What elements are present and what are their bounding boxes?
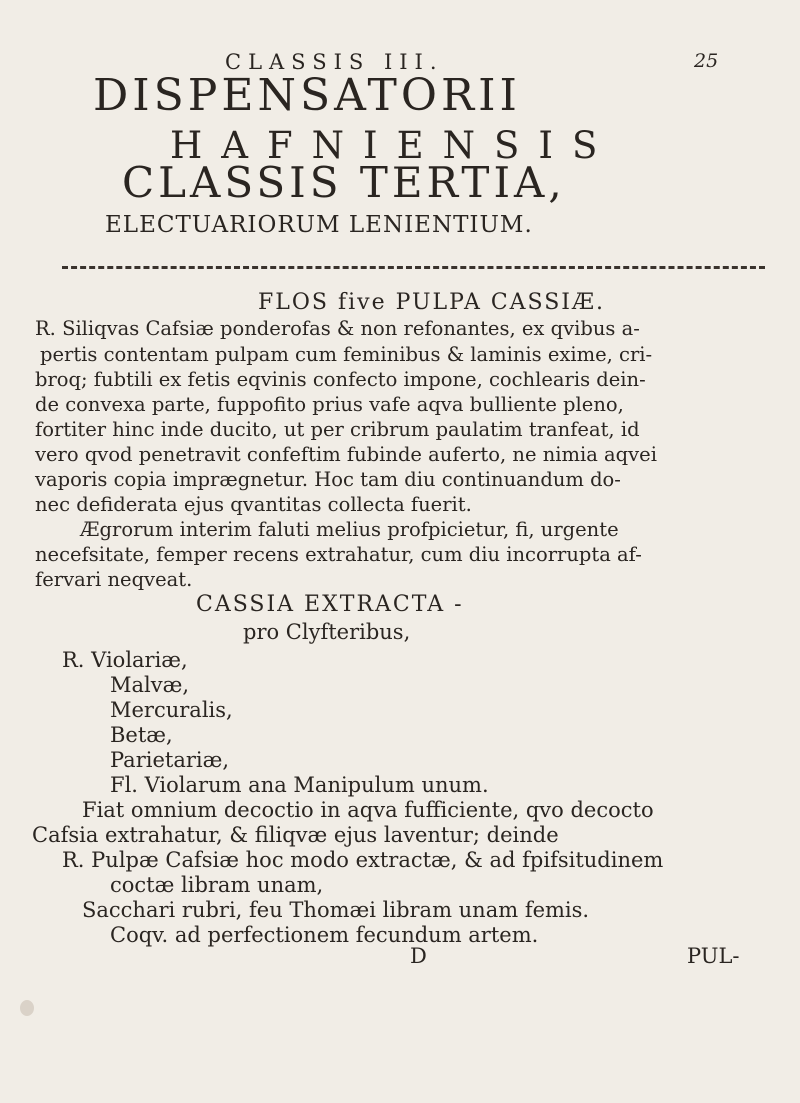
list-item: Betæ, — [110, 723, 173, 747]
text-line: Ægrorum interim faluti melius profpicietur, fi, urgente — [80, 518, 619, 541]
ornamental-rule — [62, 266, 765, 269]
title-line-1: DISPENSATORII — [93, 70, 521, 121]
page-number: 25 — [694, 50, 719, 72]
text-line: de convexa parte, fuppofito prius vafe aqva bulliente pleno, — [35, 393, 624, 416]
text-line: R. Siliqvas Cafsiæ ponderofas & non refonantes, ex qvibus a- — [35, 317, 640, 340]
text-line: fortiter hinc inde ducito, ut per cribrum paulatim tranfeat, id — [35, 418, 640, 441]
text-line: Sacchari rubri, feu Thomæi libram unam femis. — [82, 898, 590, 922]
catchword: PUL- — [687, 944, 740, 968]
list-item: Fl. Violarum ana Manipulum unum. — [110, 773, 489, 797]
running-title: CLASSIS III. — [225, 50, 444, 74]
text-line: fervari neqveat. — [35, 568, 193, 591]
text-line: Fiat omnium decoctio in aqva fufficiente, qvo decocto — [82, 798, 654, 822]
list-item: Parietariæ, — [110, 748, 230, 772]
section-subheading: pro Clyfteribus, — [243, 620, 411, 644]
text-line: vero qvod penetravit confeftim fubinde auferto, ne nimia aqvei — [35, 443, 657, 466]
text-line: R. Pulpæ Cafsiæ hoc modo extractæ, & ad fpifsitudinem — [62, 848, 664, 872]
text-line: necefsitate, femper recens extrahatur, cum diu incorrupta af- — [35, 543, 642, 566]
ink-smudge — [20, 1000, 34, 1016]
text-line: Cafsia extrahatur, & filiqvæ ejus laventur; deinde — [32, 823, 559, 847]
text-line: Coqv. ad perfectionem fecundum artem. — [110, 923, 539, 947]
text-line: nec defiderata ejus qvantitas collecta fuerit. — [35, 493, 472, 516]
text-line: coctæ libram unam, — [110, 873, 324, 897]
text-line: vaporis copia imprægnetur. Hoc tam diu continuandum do- — [35, 468, 621, 491]
list-item: R. Violariæ, — [62, 648, 188, 672]
section-heading-cassia: CASSIA EXTRACTA - — [196, 592, 464, 617]
text-line: broq; fubtili ex fetis eqvinis confecto impone, cochlearis dein- — [35, 368, 646, 391]
signature-mark: D — [410, 944, 427, 968]
list-item: Mercuralis, — [110, 698, 233, 722]
title-line-2: HAFNIENSIS — [170, 124, 617, 167]
section-heading-flos: FLOS five PULPA CASSIÆ. — [258, 290, 606, 315]
list-item: Malvæ, — [110, 673, 190, 697]
title-line-3: CLASSIS TERTIA, — [122, 158, 566, 207]
text-line: pertis contentam pulpam cum feminibus & laminis exime, cri- — [40, 343, 653, 366]
title-line-4: ELECTUARIORUM LENIENTIUM. — [105, 212, 533, 238]
